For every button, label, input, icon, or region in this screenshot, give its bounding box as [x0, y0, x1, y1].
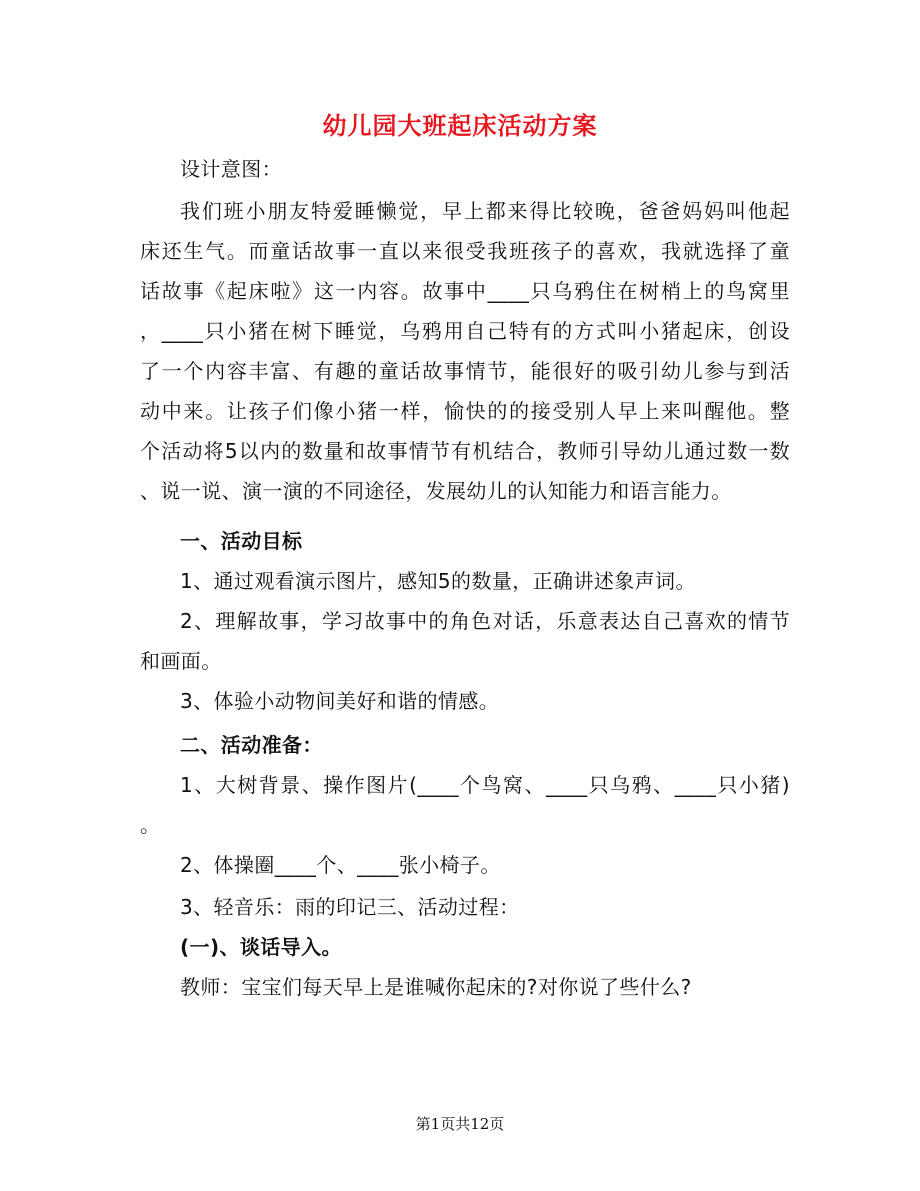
paragraph-line: 床还生气。而童话故事一直以来很受我班孩子的喜欢，我就选择了童 [140, 239, 790, 263]
paragraph-line: 、说一说、演一演的不同途径，发展幼儿的认知能力和语言能力。 [140, 479, 732, 503]
goal-item-3: 3、体验小动物间美好和谐的情感。 [180, 689, 500, 713]
preparation-item-1-continued: 。 [140, 813, 161, 837]
goal-item-1: 1、通过观看演示图片，感知5的数量，正确讲述象声词。 [180, 569, 696, 593]
paragraph-line: 个活动将5以内的数量和故事情节有机结合，教师引导幼儿通过数一数 [140, 439, 790, 463]
document-title: 幼儿园大班起床活动方案 [322, 111, 598, 140]
section-heading-preparation: 二、活动准备： [180, 733, 323, 757]
preparation-item-1: 1、大树背景、操作图片(____个鸟窝、____只乌鸦、____只小猪) [180, 773, 790, 797]
subsection-heading-intro: (一)、谈话导入。 [180, 935, 342, 959]
preparation-item-2: 2、体操圈____个、____张小椅子。 [180, 853, 501, 877]
page-number-footer: 第1页共12页 [415, 1115, 505, 1133]
paragraph-line: 了一个内容丰富、有趣的童话故事情节，能很好的吸引幼儿参与到活 [140, 359, 790, 383]
preparation-item-3: 3、轻音乐：雨的印记三、活动过程： [180, 895, 520, 919]
goal-item-2: 2、理解故事，学习故事中的角色对话，乐意表达自己喜欢的情节 [180, 609, 790, 633]
design-intent-label: 设计意图： [180, 157, 282, 181]
paragraph-line: 动中来。让孩子们像小猪一样，愉快的的接受别人早上来叫醒他。整 [140, 399, 790, 423]
teacher-dialogue: 教师：宝宝们每天早上是谁喊你起床的?对你说了些什么? [180, 975, 692, 999]
paragraph-line: 我们班小朋友特爱睡懒觉，早上都来得比较晚，爸爸妈妈叫他起 [180, 199, 790, 223]
section-heading-goals: 一、活动目标 [180, 529, 303, 553]
paragraph-line: ，____只小猪在树下睡觉，乌鸦用自己特有的方式叫小猪起床，创设 [140, 319, 790, 343]
goal-item-2-continued: 和画面。 [140, 649, 222, 673]
paragraph-line: 话故事《起床啦》这一内容。故事中____只乌鸦住在树梢上的鸟窝里 [140, 279, 790, 303]
